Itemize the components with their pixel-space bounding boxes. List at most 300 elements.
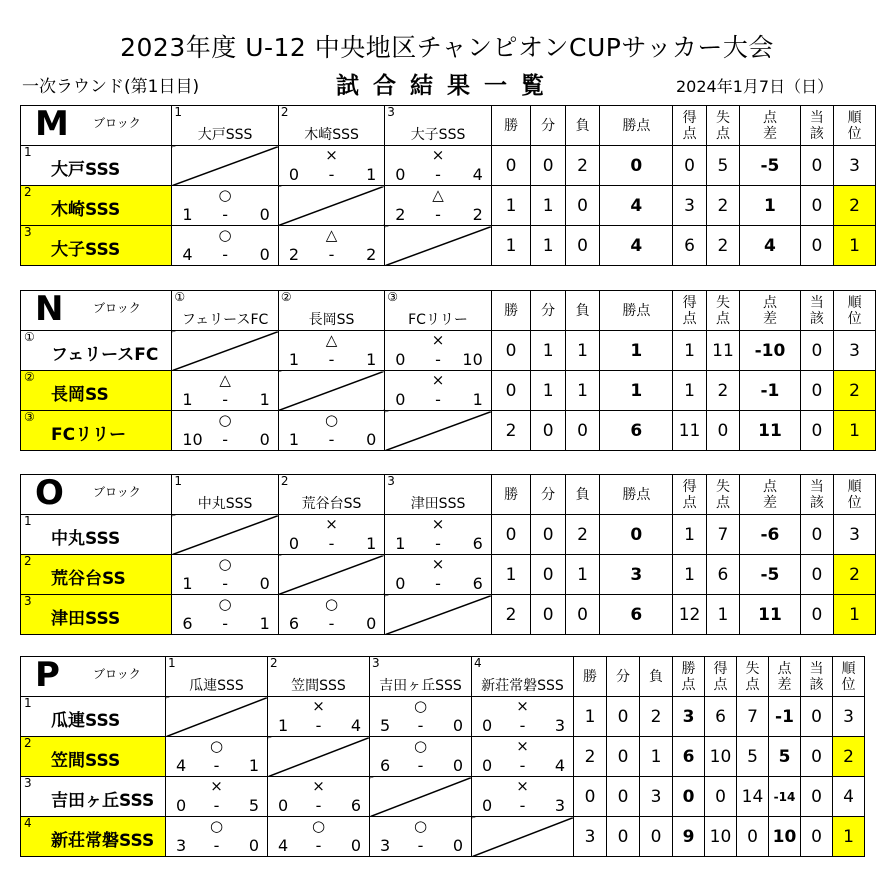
match-date: 2024年1月7日（日） [676, 77, 834, 96]
score-opponent: 10 [462, 350, 483, 369]
self-match-cell [268, 737, 370, 777]
row-team-number: 2 [24, 736, 32, 750]
stat-points: 6 [600, 595, 673, 635]
header-win: 勝 [491, 106, 531, 146]
score-opponent: 1 [259, 614, 270, 633]
stat-losses: 0 [565, 595, 599, 635]
block-table-o [20, 474, 876, 635]
row-team-name: フェリースFC [51, 345, 159, 365]
score-opponent: 0 [248, 836, 259, 855]
score-opponent: 0 [259, 245, 270, 264]
row-team-name: 瓜連SSS [51, 711, 121, 731]
score-dash: - [222, 574, 228, 593]
stat-goals-against: 7 [737, 697, 769, 737]
stat-losses: 0 [565, 186, 599, 226]
result-symbol: × [312, 777, 325, 795]
self-match-cell [385, 595, 491, 635]
stat-rank: 1 [834, 595, 876, 635]
match-result [385, 331, 491, 371]
score-opponent: 0 [452, 716, 463, 735]
stat-goals-for: 6 [705, 697, 737, 737]
stat-losses: 1 [565, 371, 599, 411]
result-symbol: ○ [218, 411, 232, 429]
row-team-number: 3 [24, 776, 32, 790]
header-goals-against: 失 点 [706, 106, 739, 146]
row-team-number: 4 [24, 816, 32, 830]
score-own: 0 [482, 756, 493, 775]
header-win: 勝 [491, 291, 531, 331]
stat-goal-diff: 11 [740, 595, 801, 635]
score-own: 0 [395, 350, 406, 369]
round-label: 一次ラウンド(第1日目) [22, 77, 200, 97]
score-own: 1 [278, 716, 289, 735]
team-row [21, 777, 894, 817]
self-match-cell [278, 186, 384, 226]
match-result [172, 226, 278, 266]
stat-losses: 0 [565, 226, 599, 266]
match-result [172, 411, 278, 451]
score-dash: - [222, 430, 228, 449]
row-team-number: 1 [24, 514, 32, 528]
match-result [385, 555, 491, 595]
stat-wins: 0 [491, 146, 531, 186]
header-loss: 負 [565, 106, 599, 146]
col-team-number: ③ [387, 290, 399, 304]
score-dash: - [519, 796, 526, 815]
col-team-name: フェリースFC [181, 312, 269, 328]
header-goal-diff: 点 差 [740, 291, 801, 331]
stat-goal-diff: 5 [769, 737, 801, 777]
row-team-name: 笠間SSS [51, 751, 121, 771]
match-result [166, 817, 268, 857]
row-team-name: 津田SSS [51, 609, 121, 629]
stat-rank: 2 [834, 371, 876, 411]
score-opponent: 2 [472, 205, 483, 224]
score-opponent: 4 [472, 165, 483, 184]
col-team-name: 中丸SSS [197, 496, 253, 512]
stat-points: 6 [673, 737, 705, 777]
stat-rank: 2 [834, 186, 876, 226]
col-team-2 [278, 291, 384, 331]
score-opponent: 3 [554, 716, 565, 735]
self-match-cell [278, 555, 384, 595]
score-own: 0 [278, 796, 289, 815]
stat-rank: 3 [834, 515, 876, 555]
header-draw: 分 [531, 291, 565, 331]
header-goals-for: 得 点 [673, 291, 706, 331]
stat-goal-diff: 10 [769, 817, 801, 857]
block-label: ブロック [93, 301, 141, 315]
score-own: 0 [288, 165, 300, 184]
header-head-to-head: 当 該 [800, 106, 833, 146]
header-goals-against: 失 点 [706, 291, 739, 331]
score-dash: - [417, 836, 424, 855]
result-symbol: ○ [218, 186, 232, 204]
stat-wins: 2 [491, 595, 531, 635]
match-result [385, 515, 491, 555]
col-team-3 [370, 657, 472, 697]
score-opponent: 3 [554, 796, 565, 815]
row-team-number: ② [24, 370, 35, 384]
stat-wins: 0 [491, 371, 531, 411]
stat-rank: 2 [834, 555, 876, 595]
stat-draws: 0 [531, 595, 565, 635]
score-dash: - [213, 836, 220, 855]
col-team-name: 津田SSS [410, 496, 466, 512]
stat-draws: 0 [531, 555, 565, 595]
stat-draws: 1 [531, 186, 565, 226]
stat-goal-diff: 4 [740, 226, 801, 266]
score-opponent: 0 [259, 205, 270, 224]
score-own: 1 [182, 574, 193, 593]
score-dash: - [328, 430, 335, 449]
header-head-to-head: 当 該 [800, 291, 833, 331]
score-opponent: 6 [472, 534, 483, 553]
stat-rank: 1 [833, 817, 865, 857]
col-team-name: 長岡SS [308, 312, 355, 328]
match-result [278, 411, 384, 451]
score-opponent: 0 [366, 614, 377, 633]
stat-goals-against: 7 [706, 515, 739, 555]
stat-goals-against: 11 [706, 331, 739, 371]
row-team-name: 大子SSS [51, 240, 121, 260]
score-dash: - [435, 165, 441, 184]
stat-wins: 0 [491, 515, 531, 555]
stat-goals-for: 11 [673, 411, 706, 451]
stat-head-to-head: 0 [800, 226, 833, 266]
score-dash: - [435, 534, 441, 553]
team-row [21, 817, 894, 857]
stat-goals-for: 1 [673, 515, 706, 555]
stat-goal-diff: 1 [740, 186, 801, 226]
match-result [172, 555, 278, 595]
header-points: 勝点 [600, 475, 673, 515]
col-team-3 [385, 475, 491, 515]
score-own: 1 [182, 390, 193, 409]
stat-goal-diff: -1 [740, 371, 801, 411]
header-goals-for: 得 点 [673, 475, 706, 515]
score-own: 1 [288, 430, 300, 449]
score-opponent: 0 [350, 836, 361, 855]
col-team-name: 木崎SSS [304, 127, 359, 143]
stat-goals-against: 5 [706, 146, 739, 186]
score-own: 4 [278, 836, 289, 855]
col-team-number: 4 [474, 656, 482, 670]
score-opponent: 2 [366, 245, 377, 264]
block-table-m [20, 105, 876, 266]
result-symbol: × [516, 777, 529, 795]
match-result [278, 226, 384, 266]
stat-goals-against: 0 [737, 817, 769, 857]
score-own: 2 [395, 205, 406, 224]
stat-draws: 0 [607, 817, 640, 857]
self-match-cell [385, 411, 491, 451]
stat-goal-diff: -5 [740, 555, 801, 595]
row-team-number: 1 [24, 145, 32, 159]
col-team-name: 笠間SSS [291, 678, 346, 694]
result-symbol: △ [219, 371, 231, 389]
score-dash: - [519, 756, 526, 775]
stat-goals-against: 2 [706, 371, 739, 411]
stat-losses: 2 [640, 697, 673, 737]
stat-goals-for: 6 [673, 226, 706, 266]
match-result [472, 777, 574, 817]
stat-draws: 1 [531, 371, 565, 411]
col-team-1 [172, 106, 278, 146]
score-dash: - [435, 574, 441, 593]
row-team-number: ① [24, 330, 35, 344]
col-team-number: 1 [174, 474, 182, 488]
block-corner [21, 291, 172, 331]
match-result [385, 146, 491, 186]
stat-wins: 1 [491, 555, 531, 595]
stat-goal-diff: -5 [740, 146, 801, 186]
score-opponent: 1 [472, 390, 483, 409]
score-dash: - [435, 205, 441, 224]
block-label: ブロック [93, 667, 141, 681]
stat-draws: 1 [531, 226, 565, 266]
match-result [370, 737, 472, 777]
header-head-to-head: 当 該 [801, 657, 833, 697]
stat-rank: 3 [834, 331, 876, 371]
result-symbol: ○ [209, 737, 224, 755]
score-dash: - [213, 796, 220, 815]
row-team [21, 595, 172, 635]
block-letter: N [35, 290, 64, 329]
score-dash: - [435, 350, 441, 369]
row-team [21, 515, 172, 555]
header-goals-against: 失 点 [737, 657, 769, 697]
match-result [370, 817, 472, 857]
self-match-cell [172, 146, 278, 186]
stat-goals-against: 14 [737, 777, 769, 817]
match-result [278, 595, 384, 635]
self-match-cell [370, 777, 472, 817]
header-loss: 負 [640, 657, 673, 697]
stat-goal-diff: -10 [740, 331, 801, 371]
row-team-name: 新荘常磐SSS [51, 831, 155, 851]
header-goal-diff: 点 差 [769, 657, 801, 697]
team-row [21, 371, 876, 411]
score-own: 3 [176, 836, 187, 855]
row-team [21, 737, 166, 777]
stat-rank: 2 [833, 737, 865, 777]
stat-points: 6 [600, 411, 673, 451]
row-team [21, 555, 172, 595]
stat-goals-for: 1 [673, 371, 706, 411]
score-opponent: 1 [259, 390, 270, 409]
score-own: 5 [380, 716, 391, 735]
stat-losses: 1 [565, 555, 599, 595]
stat-draws: 1 [531, 331, 565, 371]
score-dash: - [328, 534, 335, 553]
score-opponent: 0 [452, 836, 463, 855]
score-own: 6 [380, 756, 391, 775]
stat-points: 3 [600, 555, 673, 595]
stat-points: 0 [600, 515, 673, 555]
score-own: 3 [380, 836, 391, 855]
result-symbol: △ [432, 186, 444, 204]
col-team-name: 瓜連SSS [189, 678, 244, 694]
block-label: ブロック [93, 116, 141, 130]
score-opponent: 1 [248, 756, 259, 775]
stat-losses: 2 [565, 515, 599, 555]
stat-points: 3 [673, 697, 705, 737]
header-loss: 負 [565, 475, 599, 515]
block-letter: O [35, 474, 64, 513]
col-team-name: 荒谷台SS [301, 496, 362, 512]
stat-losses: 3 [640, 777, 673, 817]
score-dash: - [435, 390, 441, 409]
score-opponent: 0 [366, 430, 377, 449]
result-symbol: △ [325, 226, 338, 244]
col-team-number: 3 [387, 105, 395, 119]
team-row [21, 146, 876, 186]
score-dash: - [328, 350, 335, 369]
self-match-cell [472, 817, 574, 857]
score-own: 1 [182, 205, 193, 224]
score-dash: - [222, 245, 228, 264]
score-opponent: 6 [350, 796, 361, 815]
col-team-number: 2 [280, 105, 289, 119]
result-symbol: ○ [311, 817, 326, 835]
stat-head-to-head: 0 [800, 186, 833, 226]
stat-losses: 0 [565, 411, 599, 451]
stat-draws: 0 [607, 777, 640, 817]
col-team-name: 新荘常磐SSS [481, 678, 564, 694]
col-team-2 [268, 657, 370, 697]
result-symbol: × [210, 777, 223, 795]
stat-goals-against: 1 [706, 595, 739, 635]
stat-head-to-head: 0 [800, 331, 833, 371]
row-team-number: 1 [24, 696, 32, 710]
score-opponent: 1 [366, 165, 377, 184]
row-team-name: 吉田ヶ丘SSS [51, 791, 155, 811]
score-opponent: 0 [259, 430, 270, 449]
result-symbol: ○ [218, 555, 232, 573]
stat-losses: 1 [565, 331, 599, 371]
self-match-cell [172, 515, 278, 555]
stat-goals-against: 5 [737, 737, 769, 777]
header-rank: 順 位 [834, 291, 876, 331]
match-result [172, 595, 278, 635]
stat-head-to-head: 0 [800, 555, 833, 595]
block-table-p [20, 656, 894, 857]
match-result [172, 186, 278, 226]
stat-wins: 0 [574, 777, 607, 817]
team-row [21, 697, 894, 737]
match-result [370, 697, 472, 737]
result-symbol: ○ [413, 737, 428, 755]
col-team-1 [172, 475, 278, 515]
self-match-cell [385, 226, 491, 266]
col-team-name: 吉田ヶ丘SSS [379, 678, 462, 694]
result-symbol: × [325, 515, 338, 533]
stat-rank: 3 [833, 697, 865, 737]
match-result [472, 737, 574, 777]
score-dash: - [222, 390, 228, 409]
header-win: 勝 [491, 475, 531, 515]
stat-head-to-head: 0 [801, 777, 833, 817]
stat-head-to-head: 0 [800, 595, 833, 635]
stat-draws: 0 [607, 697, 640, 737]
block-letter: P [35, 656, 60, 695]
match-result [166, 737, 268, 777]
score-own: 0 [482, 796, 493, 815]
score-own: 0 [395, 390, 406, 409]
result-symbol: ○ [413, 697, 428, 715]
stat-head-to-head: 0 [801, 817, 833, 857]
stat-goal-diff: -6 [740, 515, 801, 555]
score-own: 6 [182, 614, 193, 633]
row-team-number: ③ [24, 410, 35, 424]
header-points: 勝 点 [673, 657, 705, 697]
stat-points: 1 [600, 331, 673, 371]
stat-draws: 0 [531, 146, 565, 186]
score-dash: - [328, 245, 335, 264]
header-draw: 分 [531, 475, 565, 515]
result-symbol: ○ [325, 595, 339, 613]
score-dash: - [328, 165, 335, 184]
stat-goals-for: 10 [705, 737, 737, 777]
row-team-number: 3 [24, 594, 32, 608]
col-team-number: 1 [168, 656, 176, 670]
score-opponent: 0 [259, 574, 270, 593]
row-team [21, 146, 172, 186]
stat-draws: 0 [531, 411, 565, 451]
row-team [21, 817, 166, 857]
col-team-number: 1 [174, 105, 182, 119]
score-own: 10 [182, 430, 203, 449]
header-head-to-head: 当 該 [800, 475, 833, 515]
stat-rank: 1 [834, 226, 876, 266]
col-team-name: 大子SSS [410, 127, 466, 143]
team-row [21, 226, 876, 266]
stat-head-to-head: 0 [801, 697, 833, 737]
header-loss: 負 [565, 291, 599, 331]
stat-goal-diff: -1 [769, 697, 801, 737]
score-own: 4 [176, 756, 187, 775]
stat-wins: 1 [491, 226, 531, 266]
stat-goals-for: 0 [673, 146, 706, 186]
stat-points: 9 [673, 817, 705, 857]
stat-draws: 0 [607, 737, 640, 777]
score-own: 1 [288, 350, 300, 369]
stat-goals-against: 0 [706, 411, 739, 451]
col-team-3 [385, 291, 491, 331]
score-opponent: 4 [350, 716, 361, 735]
match-result [166, 777, 268, 817]
stat-losses: 2 [565, 146, 599, 186]
score-own: 1 [395, 534, 406, 553]
col-team-number: ① [174, 290, 186, 304]
score-opponent: 4 [554, 756, 565, 775]
score-dash: - [519, 716, 526, 735]
self-match-cell [166, 697, 268, 737]
result-symbol: × [325, 146, 338, 164]
score-dash: - [222, 205, 228, 224]
stat-head-to-head: 0 [800, 411, 833, 451]
team-row [21, 331, 876, 371]
results-subtitle: 試合結果一覧 [336, 73, 558, 99]
row-team [21, 777, 166, 817]
score-dash: - [213, 756, 220, 775]
team-row [21, 555, 876, 595]
col-team-number: 2 [280, 474, 289, 488]
stat-points: 0 [673, 777, 705, 817]
result-symbol: ○ [218, 595, 232, 613]
stat-head-to-head: 0 [801, 737, 833, 777]
